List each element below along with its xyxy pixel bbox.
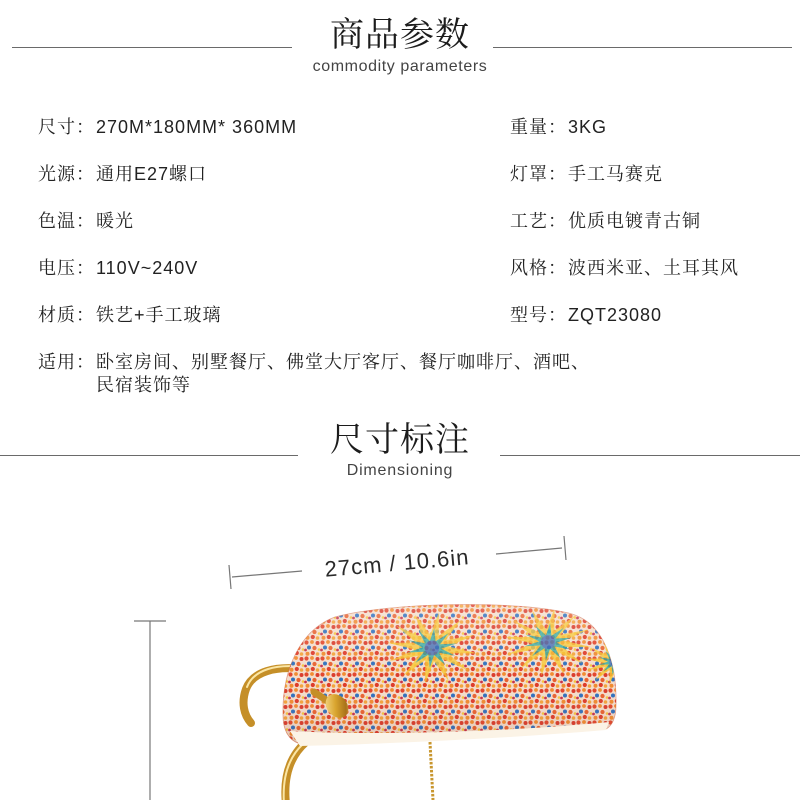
width-dimension-label: 27cm / 10.6in [323,544,471,582]
width-dimension-right-line [496,548,562,554]
param-row-voltage [38,257,198,279]
param-row-size [38,116,297,138]
param-label: 灯罩： [510,164,567,184]
param-row-weight [510,116,607,138]
param-label: 风格： [510,258,567,278]
width-dimension-left-line [232,571,302,577]
param-value: 手工马赛克 [568,164,663,184]
width-dimension-left-tick [229,565,231,589]
width-dimension-right-tick [564,536,566,560]
lamp-pull-chain [430,742,433,800]
params-title-rule-right [493,47,792,48]
param-value: 270M*180MM* 360MM [96,117,298,137]
param-value: 波西米亚、土耳其风 [568,258,739,278]
lamp-image [244,595,644,800]
param-label: 材质： [38,305,95,325]
param-value: 卧室房间、别墅餐厅、佛堂大厅客厅、餐厅咖啡厅、酒吧、 [96,352,590,372]
param-label: 尺寸： [38,117,95,137]
param-label: 重量： [510,117,567,137]
params-title-rule-left [12,47,292,48]
dimension-title-rule-left [0,455,298,456]
param-label: 光源： [38,164,95,184]
param-usage-continuation: 民宿装饰等 [96,375,191,395]
param-label: 色温： [38,211,95,231]
height-dimension [134,621,166,800]
param-row-color-temperature [38,210,134,232]
param-row-style [510,257,739,279]
dimension-section-title: 尺寸标注 [330,420,470,460]
param-row-model [510,304,662,326]
param-value: 3KG [568,117,608,137]
param-label: 适用： [38,352,95,372]
param-value: 优质电镀青古铜 [568,211,701,231]
param-row-lampshade [510,163,663,185]
param-value: 110V~240V [96,258,199,278]
param-row-usage [38,351,590,373]
param-value: ZQT23080 [568,305,663,325]
params-section-title: 商品参数 [330,15,470,55]
dimension-section-subtitle: Dimensioning [346,462,454,479]
param-label: 电压： [38,258,95,278]
param-value: 铁艺+手工玻璃 [96,305,222,325]
param-row-craft [510,210,701,232]
dimension-title-rule-right [500,455,800,456]
param-value: 通用E27螺口 [96,164,208,184]
param-label: 型号： [510,305,567,325]
param-row-light-source [38,163,207,185]
param-row-material [38,304,222,326]
params-section-subtitle: commodity parameters [312,58,488,75]
param-label: 工艺： [510,211,567,231]
param-value: 暖光 [96,211,134,231]
